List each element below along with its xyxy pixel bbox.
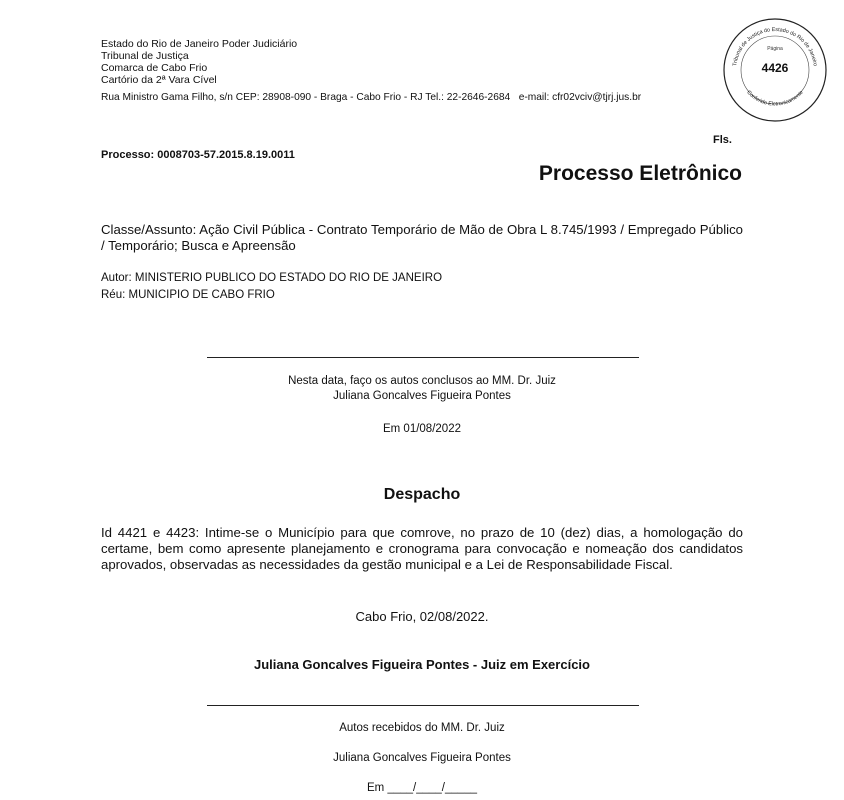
header-address: Rua Ministro Gama Filho, s/n CEP: 28908-090 - Braga - Cabo Frio - RJ Tel.: 22-2646-2684: [101, 92, 511, 103]
svg-text:Conferido Eletronicamente: [745, 90, 804, 108]
header-tribunal: Tribunal de Justiça: [101, 50, 189, 62]
conclusao-date: Em 01/08/2022: [382, 423, 461, 435]
autor-line: Autor: MINISTERIO PUBLICO DO ESTADO DO RIO DE JANEIRO: [101, 272, 443, 284]
despacho-signature: Juliana Goncalves Figueira Pontes - Juiz em Exercício: [254, 657, 590, 672]
stamp-bottom-text: Conferido Eletronicamente: [745, 89, 805, 108]
stamp-top-text: Tribunal de Justiça do Estado do Rio de Janeiro: [732, 26, 818, 67]
conclusao-judge: Juliana Goncalves Figueira Pontes: [333, 390, 511, 402]
despacho-heading: Despacho: [383, 486, 461, 503]
despacho-place-date: Cabo Frio, 02/08/2022.: [355, 609, 489, 624]
divider-line: [207, 357, 639, 358]
header-court-state: Estado do Rio de Janeiro Poder Judiciário: [101, 38, 298, 50]
header-address-line: [101, 92, 641, 104]
divider-line: [207, 705, 639, 706]
header-cartorio: Cartório da 2ª Vara Cível: [101, 74, 217, 86]
conclusao-line1: Nesta data, faço os autos conclusos ao MM. Dr. Juiz: [288, 375, 556, 387]
despacho-body: Id 4421 e 4423: Intime-se o Município para que comrove, no prazo de 10 (dez) dias, a homologação do certame, bem como apresente planejamento e cronograma para convocação e nomeação dos candidatos aprovados, observadas as necessidades da gestão municipal e a Lei de Responsabilidade Fiscal.: [101, 525, 743, 572]
page-stamp: [722, 17, 828, 123]
classe-assunto: Classe/Assunto: Ação Civil Pública - Contrato Temporário de Mão de Obra L 8.745/1993 / Empregado Público / Temporário; Busca e Apreensão: [101, 222, 743, 253]
page-title: Processo Eletrônico: [538, 162, 742, 185]
header-email: e-mail: cfr02vciv@tjrj.jus.br: [518, 92, 642, 103]
stamp-page-label: Página: [767, 46, 783, 52]
fls-label: Fls.: [713, 134, 732, 146]
stamp-page-number: 4426: [761, 61, 789, 75]
processo-number: Processo: 0008703-57.2015.8.19.0011: [101, 149, 295, 161]
recebimento-line1: Autos recebidos do MM. Dr. Juiz: [339, 722, 505, 734]
reu-line: Réu: MUNICIPIO DE CABO FRIO: [101, 289, 275, 301]
header-comarca: Comarca de Cabo Frio: [101, 62, 208, 74]
recebimento-judge: Juliana Goncalves Figueira Pontes: [333, 752, 511, 764]
recebimento-date-blank: Em ____/____/_____: [367, 782, 477, 794]
